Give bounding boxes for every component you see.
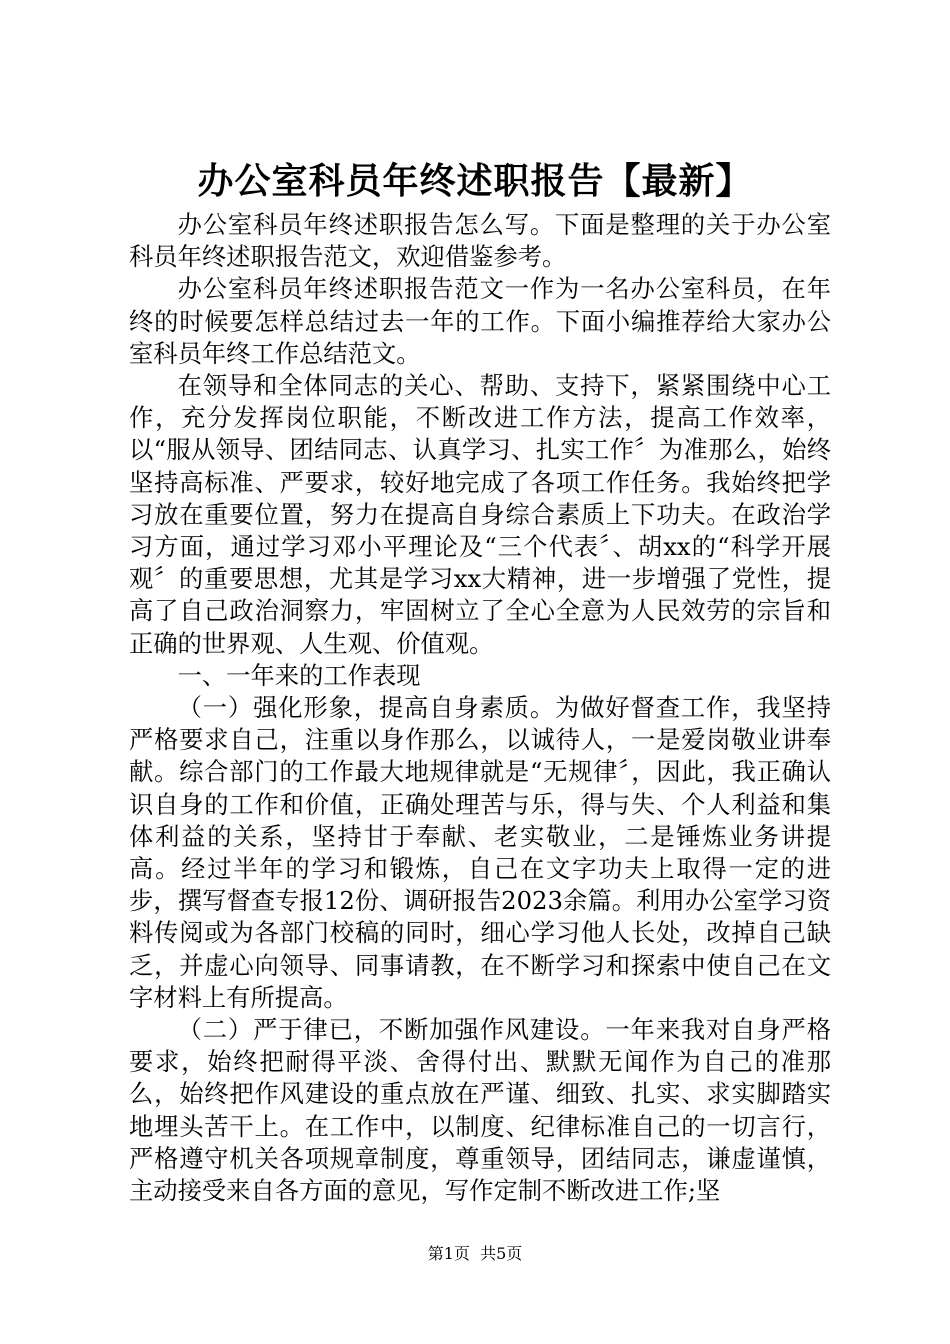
paragraph-sample-intro: 办公室科员年终述职报告范文一作为一名办公室科员，在年终的时候要怎样总结过去一年的工作。下面小编推荐给大家办公室科员年终工作总结范文。	[129, 274, 831, 368]
paragraph-main: 在领导和全体同志的关心、帮助、支持下，紧紧围绕中心工作，充分发挥岗位职能，不断改进工作方法，提高工作效率，以“服从领导、团结同志、认真学习、扎实工作〞为准那么，始终坚持高标准、严要求，较好地完成了各项工作任务。我始终把学习放在重要位置，努力在提高自身综合素质上下功夫。在政治学习方面，通过学习邓小平理论及“三个代表〞、胡xx的“科学开展观〞的重要思想，尤其是学习xx大精神，进一步增强了党性，提高了自己政治洞察力，牢固树立了全心全意为人民效劳的宗旨和正确的世界观、人生观、价值观。	[129, 371, 831, 658]
paragraph-intro: 办公室科员年终述职报告怎么写。下面是整理的关于办公室科员年终述职报告范文，欢迎借鉴参考。	[129, 210, 831, 272]
page-footer	[0, 1244, 950, 1264]
paragraph-subsection-2: （二）严于律已，不断加强作风建设。一年来我对自身严格要求，始终把耐得平淡、舍得付出、默默无闻作为自己的准那么，始终把作风建设的重点放在严谨、细致、扎实、求实脚踏实地埋头苦干上。在工作中，以制度、纪律标准自己的一切言行，严格遵守机关各项规章制度，尊重领导，团结同志，谦虚谨慎，主动接受来自各方面的意见，写作定制不断改进工作;坚	[129, 1015, 831, 1206]
paragraph-subsection-1: （一）强化形象，提高自身素质。为做好督查工作，我坚持严格要求自己，注重以身作那么，以诚待人，一是爱岗敬业讲奉献。综合部门的工作最大地规律就是“无规律〞，因此，我正确认识自身的工作和价值，正确处理苦与乐，得与失、个人利益和集体利益的关系，坚持甘于奉献、老实敬业，二是锤炼业务讲提高。经过半年的学习和锻炼，自己在文字功夫上取得一定的进步，撰写督查专报12份、调研报告2023余篇。利用办公室学习资料传阅或为各部门校稿的同时，细心学习他人长处，改掉自己缺乏，并虚心向领导、同事请教，在不断学习和探索中使自己在文字材料上有所提高。	[129, 693, 831, 1012]
page-total: 共5页	[480, 1244, 523, 1263]
page-number: 第1页	[427, 1244, 470, 1263]
document-title: 办公室科员年终述职报告【最新】	[197, 161, 753, 202]
section-heading: 一、一年来的工作表现	[177, 660, 421, 690]
document-body	[129, 209, 831, 1207]
